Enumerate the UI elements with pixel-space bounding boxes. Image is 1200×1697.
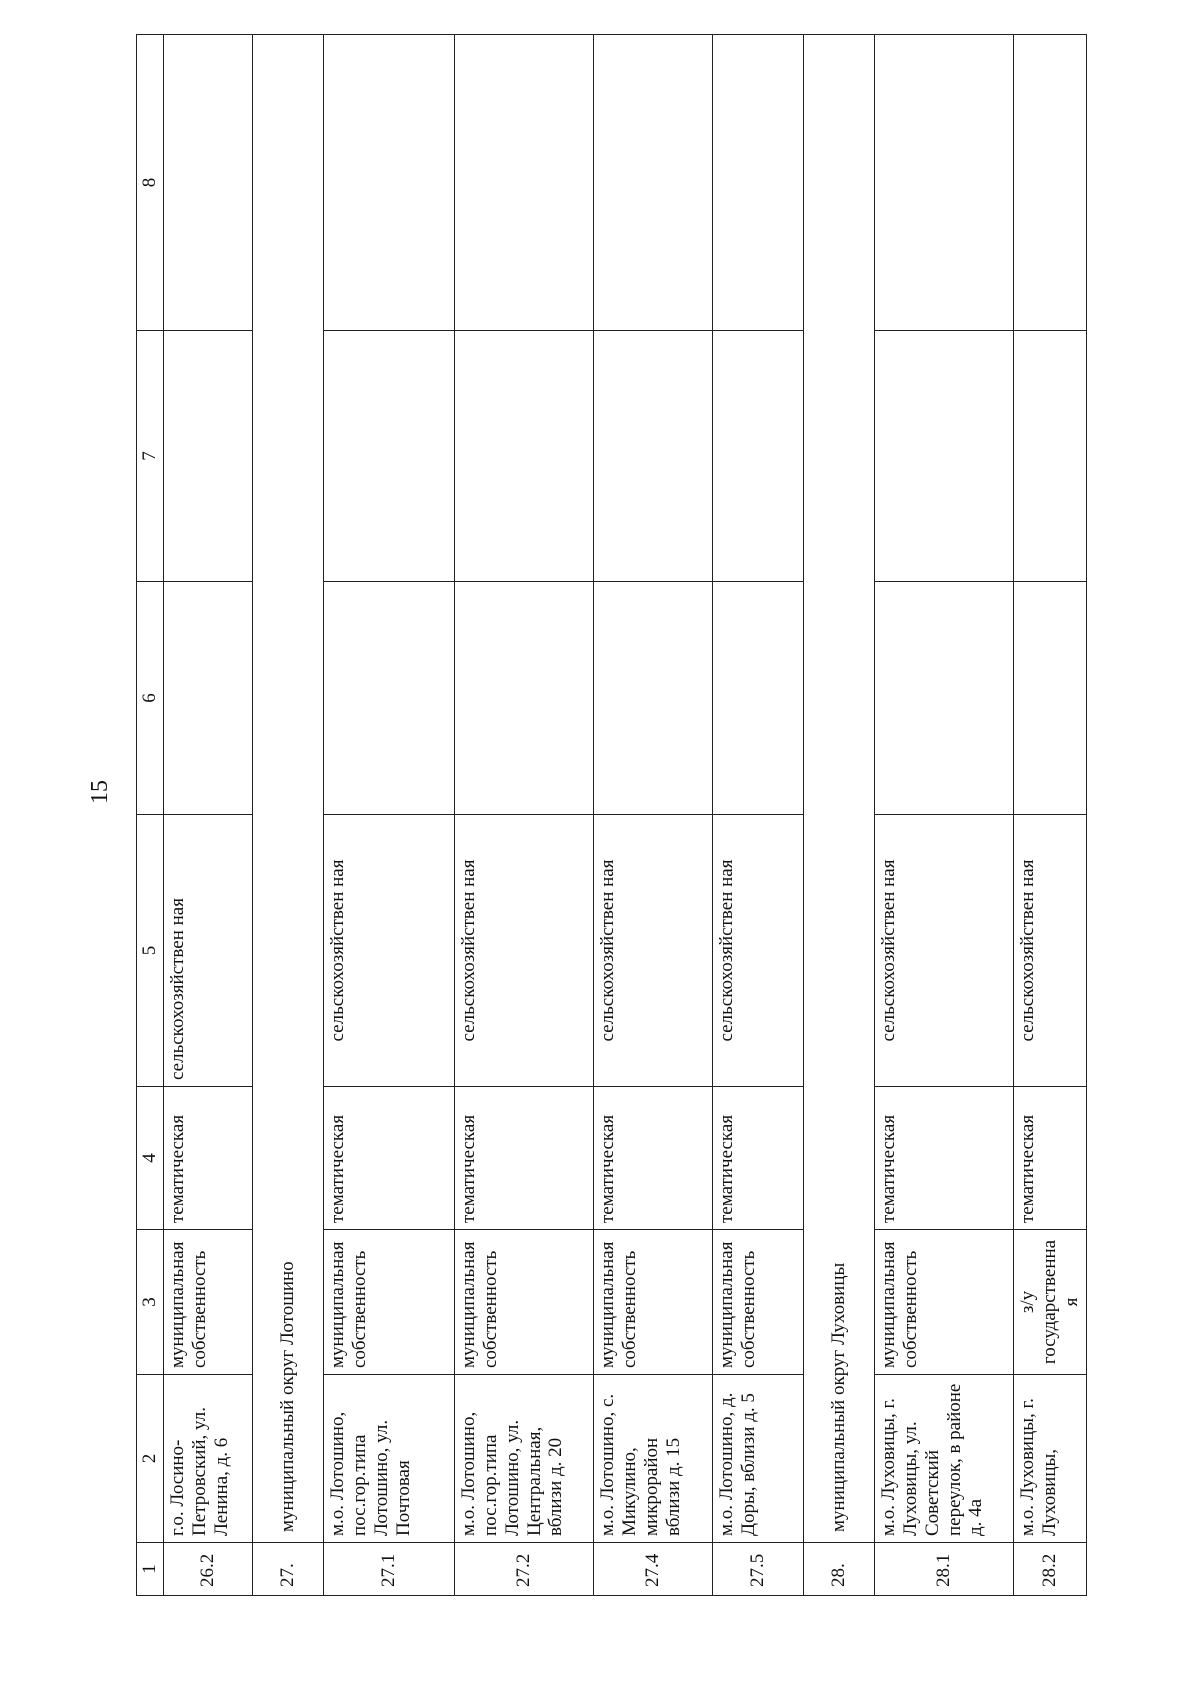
- header-cell-6: 6: [137, 582, 164, 815]
- header-cell-4: 4: [137, 1087, 164, 1230]
- specialization-cell: сельскохозяйствен ная: [324, 815, 455, 1087]
- col7-cell: [1014, 331, 1087, 582]
- page-number: 15: [87, 780, 113, 804]
- header-cell-3: 3: [137, 1230, 164, 1375]
- address-cell: м.о. Луховицы, г. Луховицы, ул. Советский переулок, в районе д. 4а: [875, 1375, 1014, 1543]
- col8-cell: [713, 35, 804, 331]
- specialization-cell: сельскохозяйствен ная: [875, 815, 1014, 1087]
- table-row: [875, 35, 1014, 1596]
- header-cell-7: 7: [137, 331, 164, 582]
- specialization-cell: сельскохозяйствен ная: [164, 815, 253, 1087]
- table-row: [324, 35, 455, 1596]
- type-cell: тематическая: [713, 1087, 804, 1230]
- data-table: [136, 34, 1087, 1596]
- section-title: муниципальный округ Лотошино: [253, 35, 324, 1543]
- address-cell: м.о. Лотошино, пос.гор.типа Лотошино, ул. Центральная, вблизи д. 20: [455, 1375, 594, 1543]
- ownership-cell: муниципальная собственность: [324, 1230, 455, 1375]
- col7-cell: [875, 331, 1014, 582]
- header-cell-5: 5: [137, 815, 164, 1087]
- type-cell: тематическая: [164, 1087, 253, 1230]
- col6-cell: [713, 582, 804, 815]
- col8-cell: [594, 35, 713, 331]
- ownership-cell: з/у государственная: [1014, 1230, 1087, 1375]
- section-row: [253, 35, 324, 1596]
- col6-cell: [875, 582, 1014, 815]
- ownership-cell: муниципальная собственность: [455, 1230, 594, 1375]
- col7-cell: [324, 331, 455, 582]
- section-number: 27.: [253, 1543, 324, 1596]
- type-cell: тематическая: [324, 1087, 455, 1230]
- header-cell-2: 2: [137, 1375, 164, 1543]
- header-cell-8: 8: [137, 35, 164, 331]
- header-cell-1: 1: [137, 1543, 164, 1596]
- row-number: 28.1: [875, 1543, 1014, 1596]
- col7-cell: [713, 331, 804, 582]
- specialization-cell: сельскохозяйствен ная: [1014, 815, 1087, 1087]
- address-cell: м.о. Лотошино, д. Доры, вблизи д. 5: [713, 1375, 804, 1543]
- table-row: [594, 35, 713, 1596]
- type-cell: тематическая: [1014, 1087, 1087, 1230]
- col7-cell: [164, 331, 253, 582]
- ownership-cell: муниципальная собственность: [875, 1230, 1014, 1375]
- type-cell: тематическая: [875, 1087, 1014, 1230]
- col8-cell: [875, 35, 1014, 331]
- address-cell: г.о. Лосино-Петровский, ул. Ленина, д. 6: [164, 1375, 253, 1543]
- row-number: 27.4: [594, 1543, 713, 1596]
- section-row: [804, 35, 875, 1596]
- rotated-table-container: [136, 35, 1171, 1596]
- col6-cell: [1014, 582, 1087, 815]
- ownership-cell: муниципальная собственность: [594, 1230, 713, 1375]
- row-number: 27.2: [455, 1543, 594, 1596]
- table-row: [1014, 35, 1087, 1596]
- col8-cell: [324, 35, 455, 331]
- address-cell: м.о. Лотошино, с. Микулино, микрорайон вблизи д. 15: [594, 1375, 713, 1543]
- col7-cell: [594, 331, 713, 582]
- section-title: муниципальный округ Луховицы: [804, 35, 875, 1543]
- row-number: 28.2: [1014, 1543, 1087, 1596]
- type-cell: тематическая: [455, 1087, 594, 1230]
- table-row: [455, 35, 594, 1596]
- col6-cell: [164, 582, 253, 815]
- ownership-cell: муниципальная собственность: [713, 1230, 804, 1375]
- ownership-cell: муниципальная собственность: [164, 1230, 253, 1375]
- table-row: [713, 35, 804, 1596]
- col6-cell: [455, 582, 594, 815]
- address-cell: м.о. Луховицы, г. Луховицы,: [1014, 1375, 1087, 1543]
- col7-cell: [455, 331, 594, 582]
- specialization-cell: сельскохозяйствен ная: [713, 815, 804, 1087]
- address-cell: м.о. Лотошино, пос.гор.типа Лотошино, ул. Почтовая: [324, 1375, 455, 1543]
- section-number: 28.: [804, 1543, 875, 1596]
- table-row: [164, 35, 253, 1596]
- col8-cell: [455, 35, 594, 331]
- row-number: 26.2: [164, 1543, 253, 1596]
- row-number: 27.1: [324, 1543, 455, 1596]
- header-row: [137, 35, 164, 1596]
- col6-cell: [324, 582, 455, 815]
- type-cell: тематическая: [594, 1087, 713, 1230]
- row-number: 27.5: [713, 1543, 804, 1596]
- col8-cell: [164, 35, 253, 331]
- col6-cell: [594, 582, 713, 815]
- specialization-cell: сельскохозяйствен ная: [455, 815, 594, 1087]
- col8-cell: [1014, 35, 1087, 331]
- specialization-cell: сельскохозяйствен ная: [594, 815, 713, 1087]
